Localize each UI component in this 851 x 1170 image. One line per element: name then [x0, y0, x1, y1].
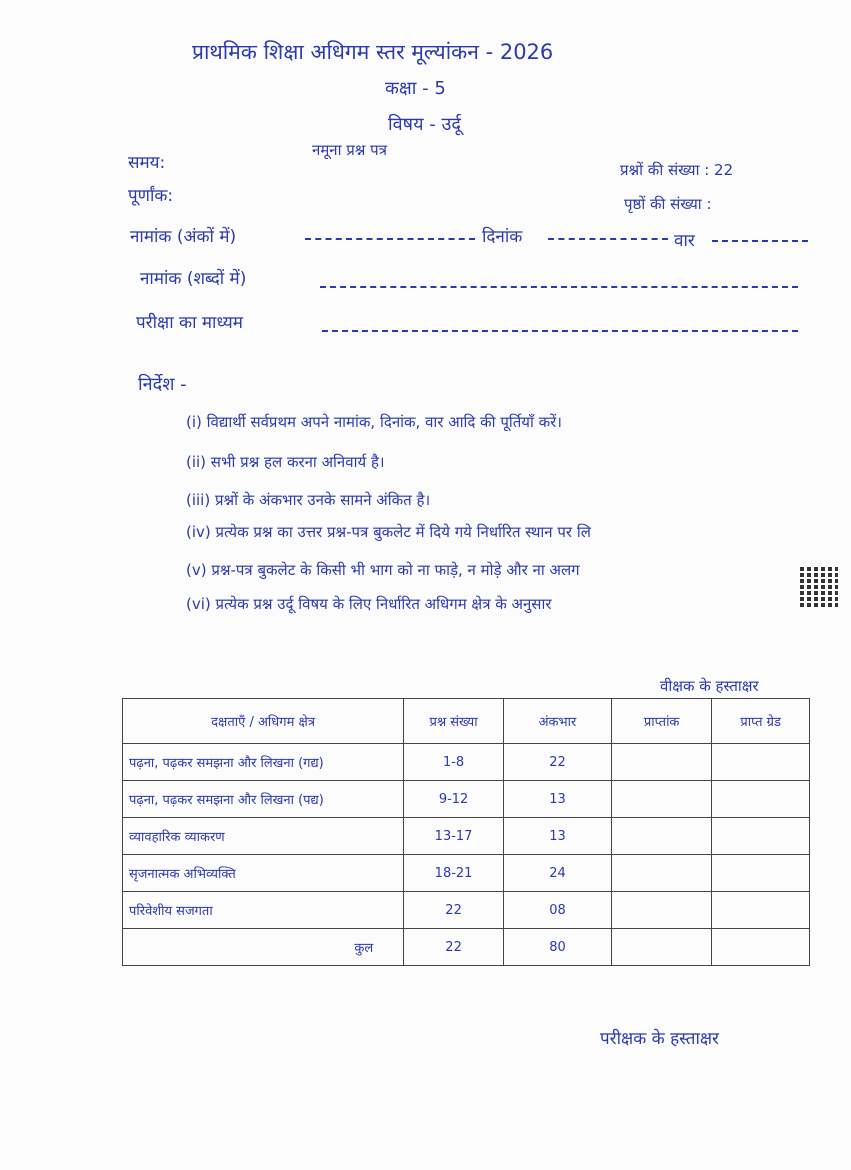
grade-cell[interactable] [712, 818, 810, 855]
sample-paper-label: नमूना प्रश्न पत्र [312, 141, 387, 159]
date-line[interactable] [548, 238, 668, 240]
instruction-item: (iii) प्रश्नों के अंकभार उनके सामने अंकित है। [186, 491, 431, 509]
questions-cell: 22 [404, 892, 504, 929]
table-row [123, 818, 810, 855]
qr-code-icon [800, 565, 838, 607]
table-header: अंकभार [503, 699, 611, 744]
area-cell: पढ़ना, पढ़कर समझना और लिखना (गद्य) [123, 744, 404, 781]
table-row [123, 781, 810, 818]
obtained-cell[interactable] [611, 818, 711, 855]
marks-cell: 08 [503, 892, 611, 929]
questions-cell: 13-17 [404, 818, 504, 855]
instruction-item: (v) प्रश्न-पत्र बुकलेट के किसी भी भाग को ना फाड़े, न मोड़े और ना अलग [186, 561, 580, 579]
area-cell: सृजनात्मक अभिव्यक्ति [123, 855, 404, 892]
table-total-row [123, 929, 810, 966]
total-label: कुल [123, 929, 404, 966]
page-count: पृष्ठों की संख्या : [624, 195, 712, 213]
day-line[interactable] [712, 240, 808, 242]
total-questions: 22 [404, 929, 504, 966]
table-header-row [123, 699, 810, 744]
questions-cell: 9-12 [404, 781, 504, 818]
roll-words-line[interactable] [320, 286, 798, 288]
grade-cell[interactable] [712, 781, 810, 818]
table-row [123, 855, 810, 892]
obtained-cell[interactable] [611, 781, 711, 818]
area-cell: पढ़ना, पढ़कर समझना और लिखना (पद्य) [123, 781, 404, 818]
examiner-signature-label: परीक्षक के हस्ताक्षर [600, 1029, 719, 1049]
table-header: प्रश्न संख्या [404, 699, 504, 744]
area-cell: व्यावहारिक व्याकरण [123, 818, 404, 855]
instruction-item: (iv) प्रत्येक प्रश्न का उत्तर प्रश्न-पत्र बुकलेट में दिये गये निर्धारित स्थान पर लि [186, 523, 591, 541]
area-cell: परिवेशीय सजगता [123, 892, 404, 929]
instructions-heading: निर्देश - [138, 374, 187, 395]
instruction-item: (i) विद्यार्थी सर्वप्रथम अपने नामांक, दिनांक, वार आदि की पूर्तियाँ करें। [186, 413, 562, 431]
roll-words-label: नामांक (शब्दों में) [140, 269, 247, 289]
questions-cell: 18-21 [404, 855, 504, 892]
marks-cell: 24 [503, 855, 611, 892]
table-row [123, 744, 810, 781]
obtained-cell[interactable] [611, 855, 711, 892]
total-grade-cell[interactable] [712, 929, 810, 966]
table-row [123, 892, 810, 929]
date-label: दिनांक [482, 227, 523, 247]
table-header: प्राप्त ग्रेड [712, 699, 810, 744]
exam-title: प्राथमिक शिक्षा अधिगम स्तर मूल्यांकन - 2026 [192, 40, 554, 64]
table-header: दक्षताएँ / अधिगम क्षेत्र [123, 699, 404, 744]
marks-cell: 13 [503, 781, 611, 818]
roll-digits-line[interactable] [305, 238, 475, 240]
medium-label: परीक्षा का माध्यम [136, 313, 243, 333]
class-label: कक्षा - 5 [385, 78, 446, 99]
marks-cell: 13 [503, 818, 611, 855]
marks-table [122, 698, 810, 966]
instruction-item: (vi) प्रत्येक प्रश्न उर्दू विषय के लिए निर्धारित अधिगम क्षेत्र के अनुसार [186, 595, 552, 613]
question-count: प्रश्नों की संख्या : 22 [620, 161, 734, 179]
questions-cell: 1-8 [404, 744, 504, 781]
obtained-cell[interactable] [611, 892, 711, 929]
grade-cell[interactable] [712, 892, 810, 929]
total-obtained-cell[interactable] [611, 929, 711, 966]
subject-label: विषय - उर्दू [388, 114, 461, 135]
day-label: वार [674, 231, 695, 251]
table-header: प्राप्तांक [611, 699, 711, 744]
medium-line[interactable] [322, 330, 798, 332]
marks-cell: 22 [503, 744, 611, 781]
instruction-item: (ii) सभी प्रश्न हल करना अनिवार्य है। [186, 453, 385, 471]
invigilator-signature-label: वीक्षक के हस्ताक्षर [660, 677, 759, 695]
max-marks-label: पूर्णांक: [128, 186, 174, 206]
grade-cell[interactable] [712, 855, 810, 892]
obtained-cell[interactable] [611, 744, 711, 781]
total-marks: 80 [503, 929, 611, 966]
time-label: समय: [128, 153, 166, 173]
roll-digits-label: नामांक (अंकों में) [130, 227, 237, 247]
grade-cell[interactable] [712, 744, 810, 781]
